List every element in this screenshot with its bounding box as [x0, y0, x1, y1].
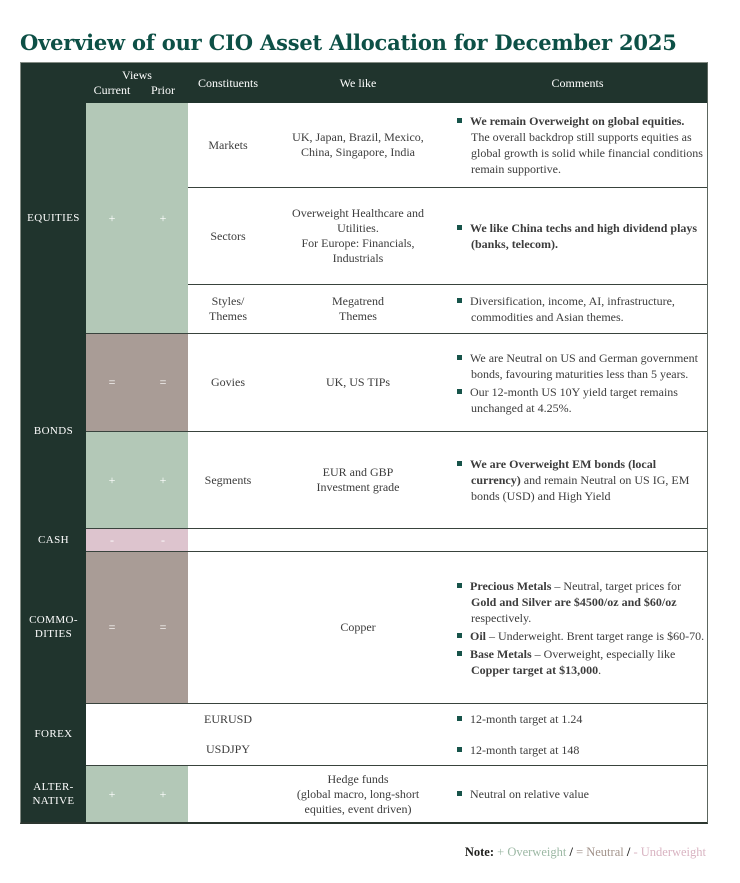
equities-prior-view: +	[159, 210, 167, 225]
govies-current-view: =	[108, 375, 116, 389]
header-views	[86, 63, 188, 103]
square-bullet-icon	[457, 633, 462, 638]
note-overweight: + Overweight	[497, 845, 567, 859]
comment-text: .	[598, 662, 602, 677]
segments-current-view: +	[108, 472, 116, 487]
comment-text: We remain Overweight on global equities.	[470, 114, 685, 128]
comment-text: Gold and Silver are $4500/oz and $60/oz	[471, 594, 677, 609]
asset-allocation-table	[20, 62, 708, 824]
legend-note	[465, 844, 706, 861]
equities-current-view: +	[108, 210, 116, 225]
alternative-we-like: Hedge funds (global macro, long-short equities, event driven)	[268, 765, 448, 822]
comment-item	[457, 350, 705, 382]
comment-text: Neutral on relative value	[470, 787, 589, 801]
comment-item	[457, 711, 705, 727]
section-label-cash: CASH	[21, 528, 86, 551]
square-bullet-icon	[457, 651, 462, 656]
commodities-comments	[448, 551, 707, 703]
views-header-label: Views	[122, 68, 152, 82]
square-bullet-icon	[457, 716, 462, 721]
segments-comments	[448, 431, 707, 528]
comment-item	[457, 456, 705, 504]
comment-text: We like China techs and high dividend plays (banks, telecom).	[470, 221, 698, 251]
comment-text: 12-month target at 148	[470, 742, 580, 757]
cash-empty-cell	[188, 528, 707, 551]
comment-text: We are Neutral on US and German government bonds, favouring maturities less than 5 years.	[470, 350, 698, 381]
comment-text: – Neutral, target prices for	[551, 578, 682, 593]
comment-text: Oil	[470, 628, 487, 643]
cash-views-cell	[86, 528, 188, 551]
markets-we-like: UK, Japan, Brazil, Mexico, China, Singapore, India	[292, 130, 424, 159]
styles-themes-constituent: Styles/ Themes	[188, 284, 268, 333]
comment-text: Base Metals	[470, 646, 532, 661]
prior-column-header: Prior	[151, 83, 175, 97]
alternative-prior-view: +	[159, 786, 167, 801]
usdjpy-we-like-empty	[268, 734, 448, 765]
usdjpy-constituent: USDJPY	[205, 742, 250, 756]
square-bullet-icon	[457, 389, 462, 394]
comment-text: and remain Neutral on US IG, EM bonds (USD) and High Yield	[471, 473, 690, 503]
markets-constituent: Markets	[208, 137, 248, 152]
commodities-views-cell	[86, 551, 188, 703]
eurusd-comments	[448, 703, 707, 734]
comment-item	[457, 646, 705, 678]
segments-views-cell	[86, 431, 188, 528]
sectors-we-like: Overweight Healthcare and Utilities. For Europe: Financials, Industrials	[268, 187, 448, 284]
comment-item	[457, 113, 705, 177]
usdjpy-comments	[448, 734, 707, 765]
square-bullet-icon	[457, 355, 462, 360]
markets-comments	[448, 103, 707, 187]
note-separator-1: /	[566, 845, 577, 859]
segments-we-like: EUR and GBP Investment grade	[268, 431, 448, 528]
section-label-alternative: ALTER- NATIVE	[21, 765, 86, 822]
sectors-comments	[448, 187, 707, 284]
cash-prior-view: -	[161, 532, 165, 547]
comments-column-header: Comments	[448, 63, 707, 103]
equities-views-cell	[86, 103, 188, 333]
comment-text: Copper target at $13,000	[471, 662, 599, 677]
govies-we-like: UK, US TIPs	[268, 333, 448, 431]
alternative-current-view: +	[108, 786, 116, 801]
comment-item	[457, 384, 705, 416]
styles-themes-comments	[448, 284, 707, 333]
comment-text: The overall backdrop still supports equities as global growth is solid while financial conditions remain supportive.	[471, 130, 703, 176]
header-corner	[21, 63, 86, 103]
comment-item	[457, 220, 705, 252]
comment-item	[457, 628, 705, 644]
cash-current-view: -	[110, 532, 114, 547]
section-label-bonds: BONDS	[21, 333, 86, 528]
govies-comments	[448, 333, 707, 431]
govies-constituent: Govies	[188, 333, 268, 431]
square-bullet-icon	[457, 118, 462, 123]
comment-text: Our 12-month US 10Y yield target remains unchanged at 4.25%.	[470, 384, 678, 415]
comment-item	[457, 293, 705, 325]
styles-themes-we-like: Megatrend Themes	[268, 284, 448, 333]
alternative-comments	[448, 765, 707, 822]
segments-prior-view: +	[159, 472, 167, 487]
section-label-commodities: COMMO- DITIES	[21, 551, 86, 703]
constituents-column-header: Constituents	[188, 63, 268, 103]
govies-views-cell	[86, 333, 188, 431]
alternative-empty-constituent	[188, 765, 268, 822]
eurusd-constituent: EURUSD	[188, 703, 268, 734]
page-title: Overview of our CIO Asset Allocation for December 2025	[20, 30, 677, 56]
commodities-empty-constituent	[188, 551, 268, 703]
square-bullet-icon	[457, 791, 462, 796]
square-bullet-icon	[457, 747, 462, 752]
note-label: Note:	[464, 845, 498, 859]
commodities-prior-view: =	[159, 620, 167, 634]
sectors-constituent: Sectors	[188, 187, 268, 284]
square-bullet-icon	[457, 461, 462, 466]
comment-text: respectively.	[471, 610, 532, 625]
commodities-we-like: Copper	[268, 551, 448, 703]
eurusd-we-like-empty	[268, 703, 448, 734]
comment-item	[457, 742, 705, 758]
govies-prior-view: =	[159, 375, 167, 389]
section-label-forex: FOREX	[21, 703, 86, 765]
comment-item	[457, 786, 705, 802]
comment-text: Diversification, income, AI, infrastructure, commodities and Asian themes.	[470, 294, 675, 324]
comment-text: We are Overweight EM bonds (local currency)	[470, 457, 657, 487]
note-underweight: - Underweight	[633, 845, 706, 859]
square-bullet-icon	[457, 225, 462, 230]
square-bullet-icon	[457, 583, 462, 588]
forex-views-empty-cell	[86, 703, 188, 765]
commodities-current-view: =	[108, 620, 116, 634]
we-like-column-header: We like	[268, 63, 448, 103]
square-bullet-icon	[457, 298, 462, 303]
alternative-views-cell	[86, 765, 188, 822]
segments-constituent: Segments	[188, 431, 268, 528]
comment-text: 12-month target at 1.24	[470, 712, 583, 726]
comment-item	[457, 578, 705, 626]
note-neutral: = Neutral	[576, 845, 624, 859]
current-column-header: Current	[93, 83, 131, 97]
comment-text: – Underweight. Brent target range is $60-70.	[486, 628, 705, 643]
section-label-equities: EQUITIES	[21, 103, 86, 333]
comment-text: Precious Metals	[470, 578, 552, 593]
note-separator-2: /	[623, 845, 634, 859]
comment-text: – Overweight, especially like	[531, 646, 676, 661]
